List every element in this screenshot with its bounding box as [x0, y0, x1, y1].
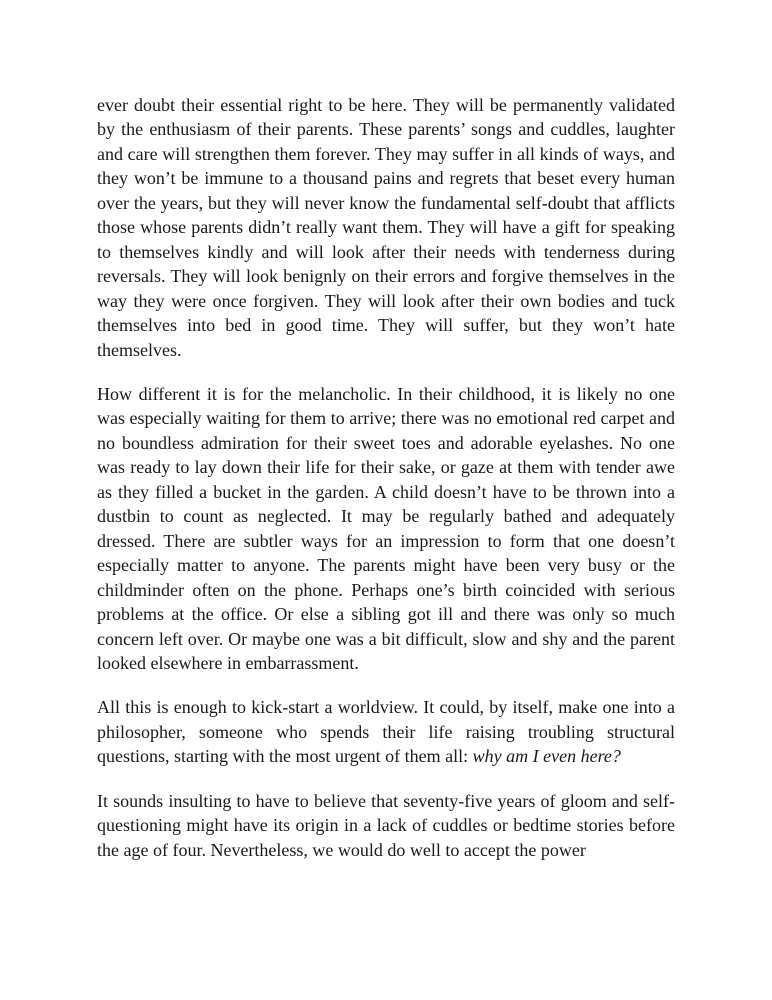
- paragraph-2-text: How different it is for the melancholic. In their childhood, it is likely no one was especially waiting for them to arrive; there was no emotional red carpet and no boundless admiration for their sweet toes and adorable eyelashes. No one was ready to lay down their life for their sake, or gaze at them with tender awe as they filled a bucket in the garden. A child doesn’t have to be thrown into a dustbin to count as neglected. It may be regularly bathed and adequately dressed. There are subtler ways for an impression to form that one doesn’t especially matter to anyone. The parents might have been very busy or the childminder often on the phone. Perhaps one’s birth coincided with serious problems at the office. Or else a sibling got ill and there was only so much concern left over. Or maybe one was a bit difficult, slow and shy and the parent looked elsewhere in embarrassment.: [97, 383, 675, 673]
- paragraph-4: [97, 789, 675, 862]
- paragraph-3-italic-question: why am I even here?: [472, 746, 621, 767]
- paragraph-3-text: All this is enough to kick-start a worldview. It could, by itself, make one into a philosopher, someone who spends their life raising troubling structural questions, starting with the most urgent of them all:: [97, 697, 675, 767]
- paragraph-4-text: It sounds insulting to have to believe that seventy-five years of gloom and self-questioning might have its origin in a lack of cuddles or bedtime stories before the age of four. Nevertheless, we would do well to accept the power: [97, 790, 675, 860]
- paragraph-1: [97, 93, 675, 362]
- paragraph-1-text: ever doubt their essential right to be here. They will be permanently validated by the enthusiasm of their parents. These parents’ songs and cuddles, laughter and care will strengthen them forever. They may suffer in all kinds of ways, and they won’t be immune to a thousand pains and regrets that beset every human over the years, but they will never know the fundamental self-doubt that afflicts those whose parents didn’t really want them. They will have a gift for speaking to themselves kindly and will look after their needs with tenderness during reversals. They will look benignly on their errors and forgive themselves in the way they were once forgiven. They will look after their own bodies and tuck themselves into bed in good time. They will suffer, but they won’t hate themselves.: [97, 95, 675, 360]
- body-text: [97, 93, 675, 862]
- paragraph-2: [97, 382, 675, 675]
- paragraph-3: [97, 695, 675, 768]
